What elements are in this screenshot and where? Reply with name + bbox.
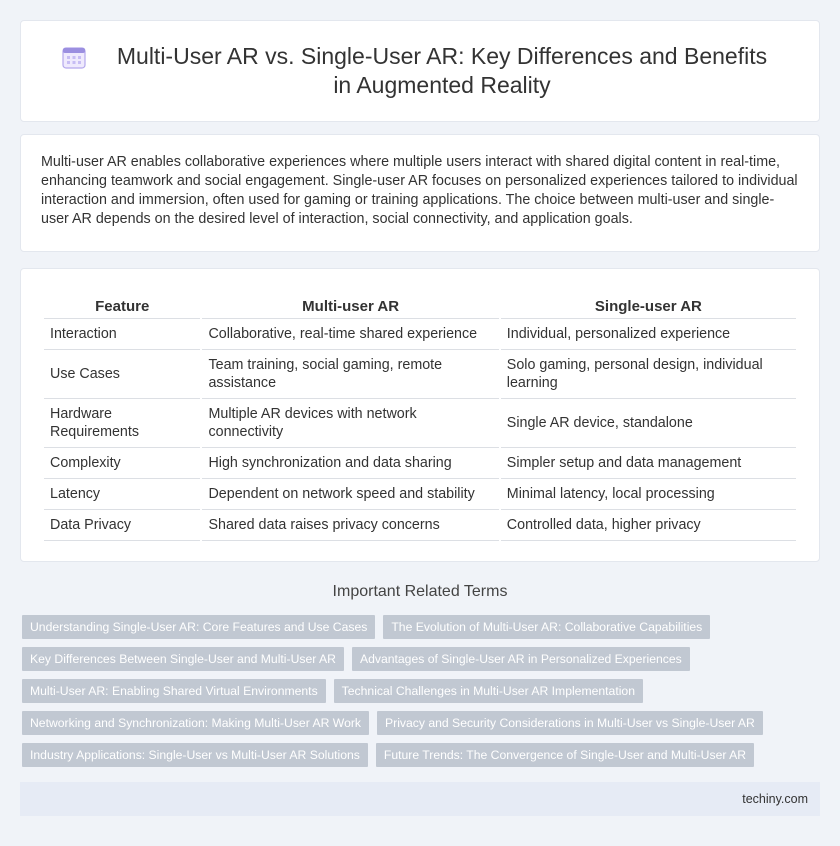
single-user-cell: Controlled data, higher privacy bbox=[501, 510, 796, 541]
table-row bbox=[44, 319, 796, 350]
single-user-cell: Single AR device, standalone bbox=[501, 399, 796, 448]
feature-cell: Complexity bbox=[44, 448, 200, 479]
related-terms-list bbox=[22, 615, 822, 775]
single-user-cell: Simpler setup and data management bbox=[501, 448, 796, 479]
multi-user-cell: Team training, social gaming, remote assistance bbox=[202, 350, 498, 399]
feature-cell: Use Cases bbox=[44, 350, 200, 399]
related-terms-title: Important Related Terms bbox=[332, 583, 508, 600]
tag-row bbox=[22, 615, 822, 639]
table-row bbox=[44, 479, 796, 510]
multi-user-cell: Collaborative, real-time shared experience bbox=[202, 319, 498, 350]
comparison-table bbox=[42, 295, 798, 541]
table-row bbox=[44, 399, 796, 448]
related-term-link[interactable]: Industry Applications: Single-User vs Multi-User AR Solutions bbox=[22, 743, 368, 767]
feature-cell: Interaction bbox=[44, 319, 200, 350]
multi-user-cell: Multiple AR devices with network connectivity bbox=[202, 399, 498, 448]
table-row bbox=[44, 448, 796, 479]
related-term-link[interactable]: Understanding Single-User AR: Core Features and Use Cases bbox=[22, 615, 375, 639]
related-term-link[interactable]: The Evolution of Multi-User AR: Collaborative Capabilities bbox=[383, 615, 710, 639]
related-term-link[interactable]: Multi-User AR: Enabling Shared Virtual Environments bbox=[22, 679, 326, 703]
related-term-link[interactable]: Privacy and Security Considerations in Multi-User vs Single-User AR bbox=[377, 711, 763, 735]
related-term-link[interactable]: Advantages of Single-User AR in Personalized Experiences bbox=[352, 647, 690, 671]
table-row bbox=[44, 510, 796, 541]
title-card bbox=[20, 20, 820, 122]
comparison-card bbox=[20, 268, 820, 562]
related-term-link[interactable]: Key Differences Between Single-User and Multi-User AR bbox=[22, 647, 344, 671]
related-term-link[interactable]: Technical Challenges in Multi-User AR Implementation bbox=[334, 679, 643, 703]
table-row bbox=[44, 350, 796, 399]
feature-cell: Data Privacy bbox=[44, 510, 200, 541]
related-term-link[interactable]: Future Trends: The Convergence of Single-User and Multi-User AR bbox=[376, 743, 754, 767]
header-multi-user: Multi-user AR bbox=[202, 295, 498, 319]
feature-cell: Latency bbox=[44, 479, 200, 510]
related-term-link[interactable]: Networking and Synchronization: Making Multi-User AR Work bbox=[22, 711, 369, 735]
header-single-user: Single-user AR bbox=[501, 295, 796, 319]
intro-card bbox=[20, 134, 820, 252]
multi-user-cell: Shared data raises privacy concerns bbox=[202, 510, 498, 541]
multi-user-cell: Dependent on network speed and stability bbox=[202, 479, 498, 510]
single-user-cell: Individual, personalized experience bbox=[501, 319, 796, 350]
table-header-row bbox=[44, 295, 796, 319]
header-feature: Feature bbox=[44, 295, 200, 319]
page-title: Multi-User AR vs. Single-User AR: Key Differences and Benefits in Augmented Reality bbox=[116, 43, 768, 98]
footer bbox=[20, 782, 820, 816]
tag-row bbox=[22, 711, 822, 735]
tag-row bbox=[22, 679, 822, 703]
feature-cell: Hardware Requirements bbox=[44, 399, 200, 448]
tag-row bbox=[22, 647, 822, 671]
footer-brand[interactable]: techiny.com bbox=[742, 792, 808, 806]
intro-paragraph: Multi-user AR enables collaborative experiences where multiple users interact with shared digital content in real-time, enhancing teamwork and social engagement. Single-user AR focuses on personalized experiences tailored to individual interaction and immersion, often used for gaming or training applications. The choice between multi-user and single-user AR depends on the desired level of interaction, social connectivity, and application goals. bbox=[41, 154, 798, 227]
tag-row bbox=[22, 743, 822, 767]
calendar-icon bbox=[61, 44, 87, 70]
multi-user-cell: High synchronization and data sharing bbox=[202, 448, 498, 479]
single-user-cell: Minimal latency, local processing bbox=[501, 479, 796, 510]
single-user-cell: Solo gaming, personal design, individual learning bbox=[501, 350, 796, 399]
title-wrap bbox=[21, 21, 819, 121]
